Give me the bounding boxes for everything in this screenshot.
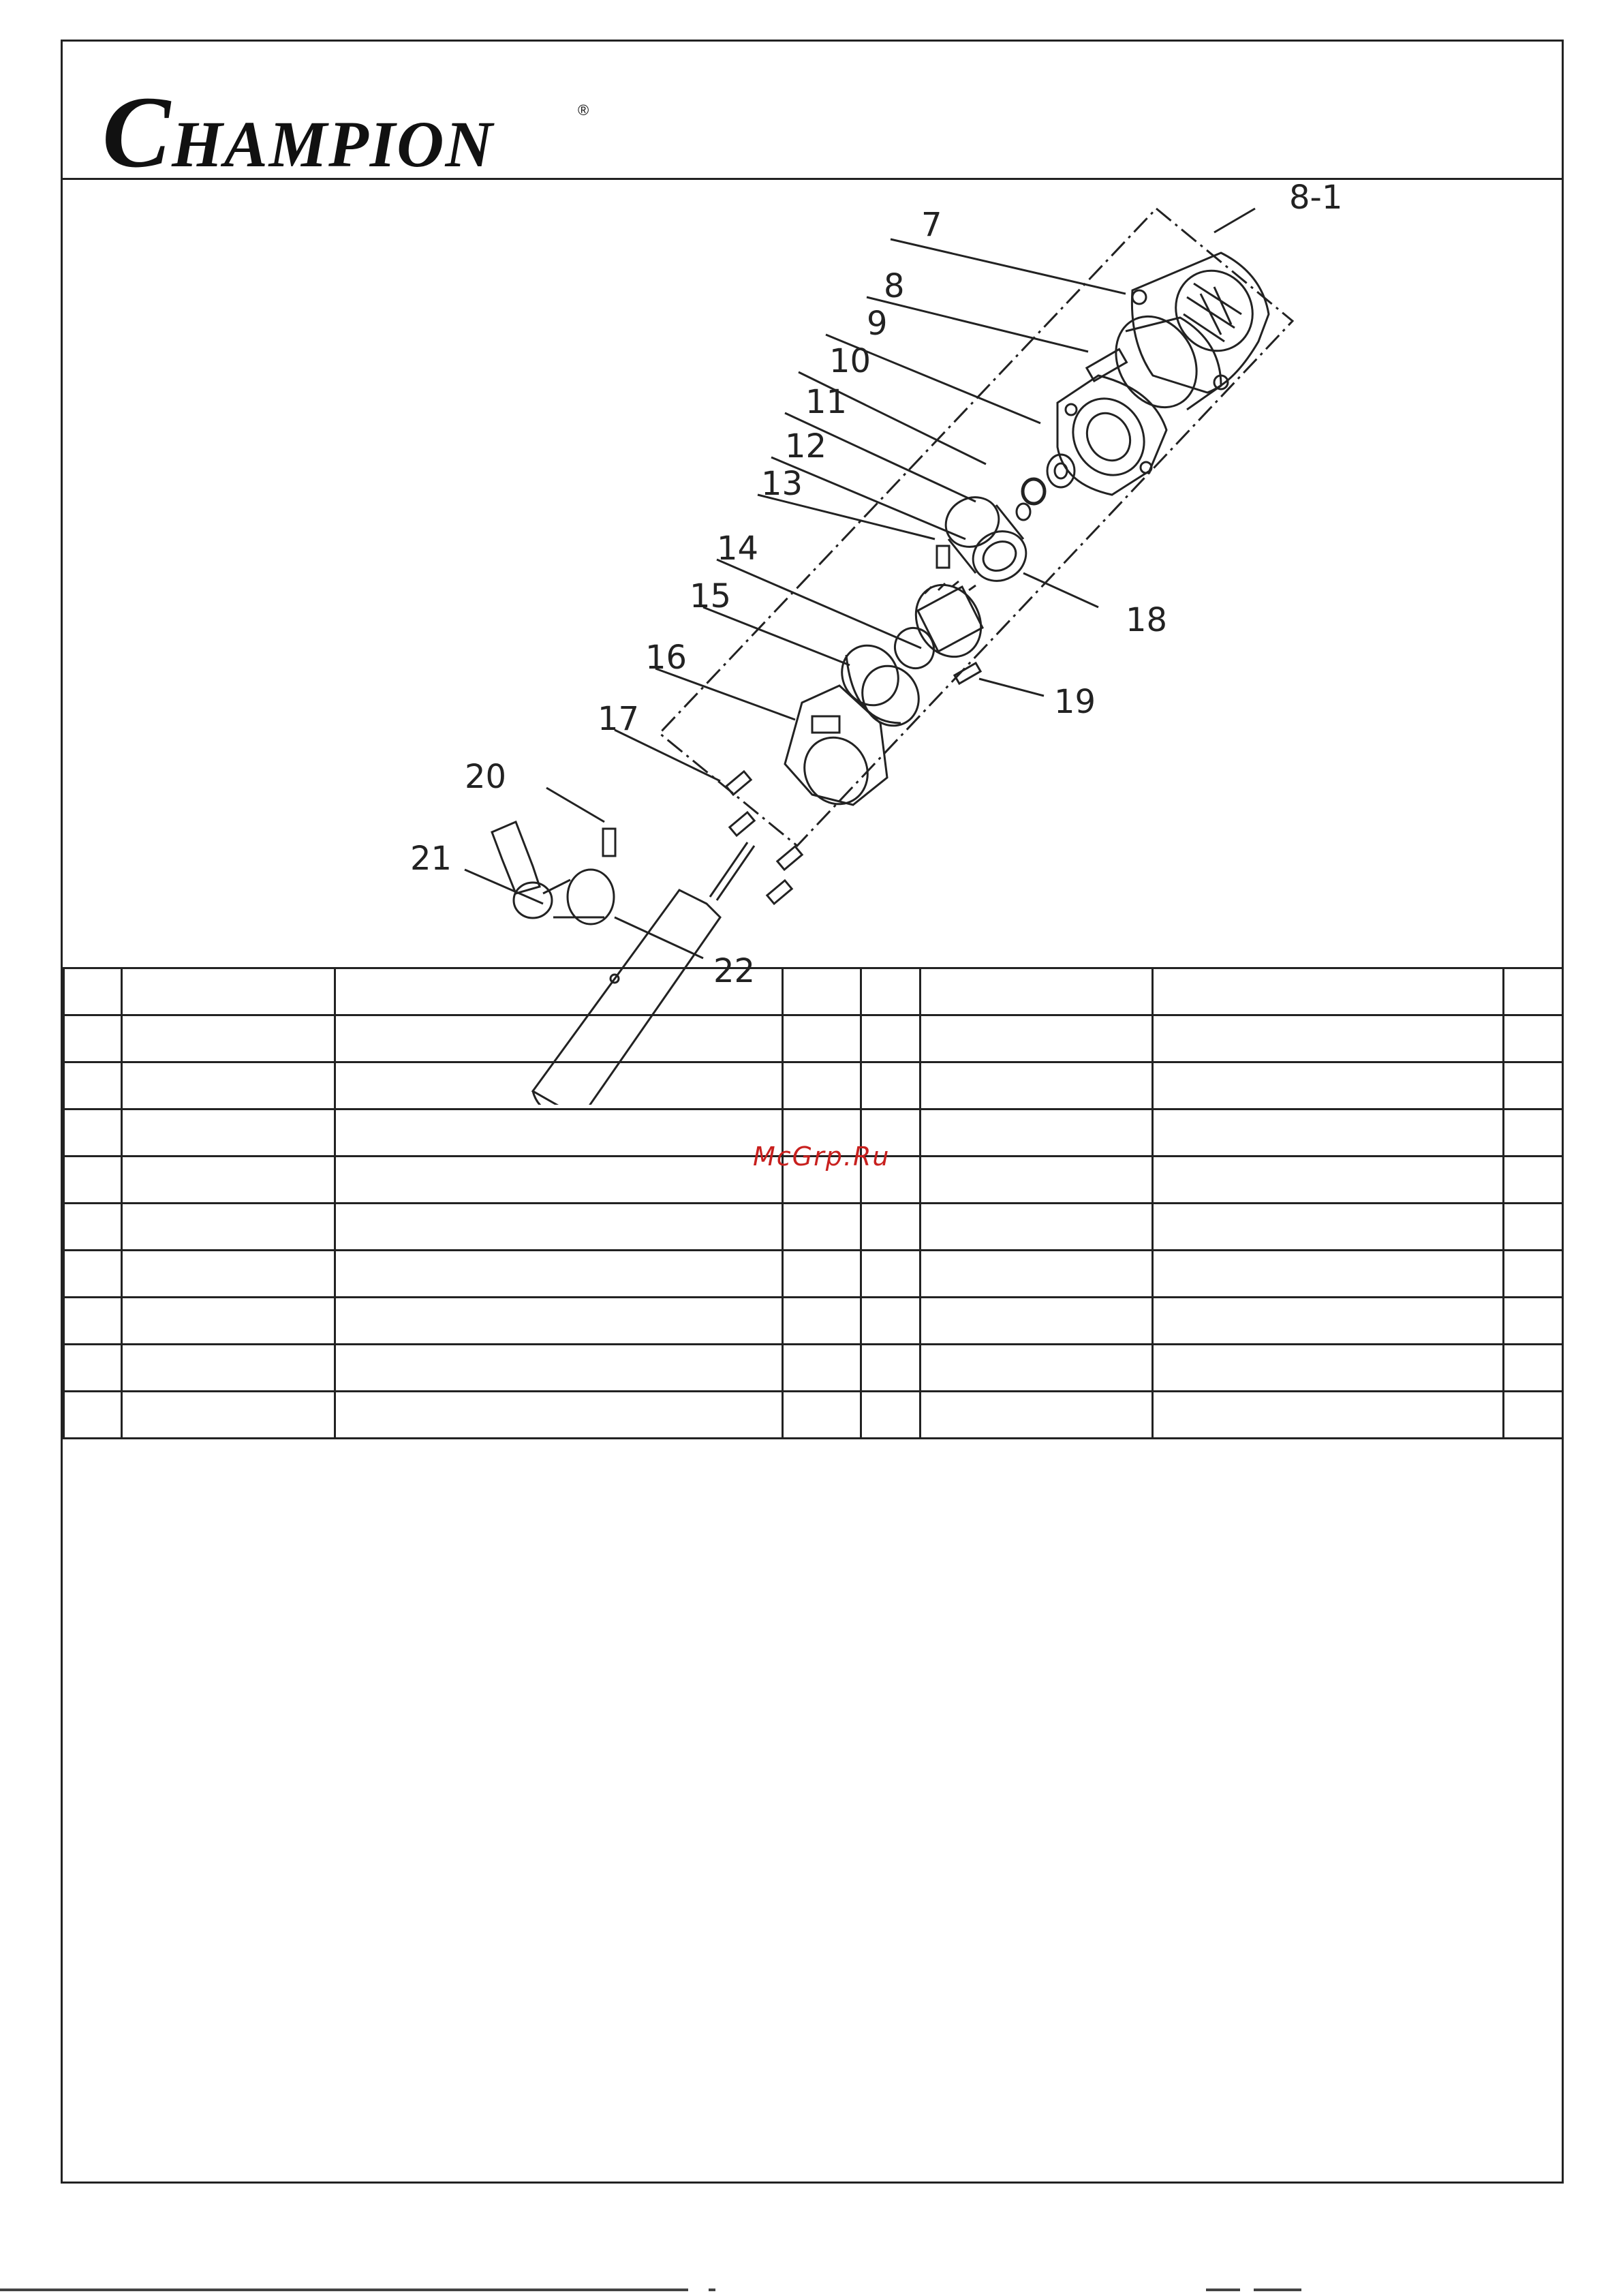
table-cell: [64, 968, 122, 1015]
exploded-parts-diagram: [63, 178, 1562, 1105]
table-cell: [1153, 1157, 1504, 1204]
callout-19: 19: [1054, 683, 1096, 721]
footer-rule-left: [0, 2289, 688, 2291]
part-12-washer: [1017, 504, 1030, 520]
table-cell: [921, 1345, 1153, 1392]
header: [63, 42, 1562, 189]
part-8-drum: [1087, 302, 1221, 422]
table-cell: [122, 1062, 335, 1109]
table-cell: [1504, 1015, 1563, 1062]
parts-table-body: [64, 968, 1563, 1439]
leader-7: [891, 239, 1126, 294]
leader-15: [703, 607, 850, 665]
table-cell: [1504, 1392, 1563, 1439]
table-cell: [783, 1345, 861, 1392]
logo-first-letter: C: [102, 76, 172, 189]
champion-logo: [95, 62, 589, 189]
table-cell: [64, 1062, 122, 1109]
table-cell: [64, 1015, 122, 1062]
table-cell: [122, 1157, 335, 1204]
table-cell: [64, 1345, 122, 1392]
table-cell: [783, 1392, 861, 1439]
table-cell: [1153, 968, 1504, 1015]
table-cell: [1504, 1345, 1563, 1392]
table-cell: [861, 1062, 921, 1109]
watermark-text: McGrp.Ru: [753, 1142, 891, 1172]
table-cell: [921, 1062, 1153, 1109]
part-19-screw: [955, 663, 980, 684]
leader-20: [546, 788, 604, 822]
table-cell: [1504, 1109, 1563, 1157]
table-row: [64, 1345, 1563, 1392]
table-row: [64, 1204, 1563, 1251]
table-cell: [335, 1062, 783, 1109]
table-cell: [783, 1015, 861, 1062]
leader-19: [979, 679, 1044, 696]
table-cell: [861, 1251, 921, 1298]
table-row: [64, 1392, 1563, 1439]
callout-8: 8: [884, 267, 905, 305]
table-cell: [1504, 1298, 1563, 1345]
callout-21: 21: [410, 840, 452, 878]
table-cell: [335, 1345, 783, 1392]
table-cell: [64, 1109, 122, 1157]
table-cell: [1153, 1392, 1504, 1439]
callout-11: 11: [805, 383, 848, 421]
callout-20: 20: [465, 758, 507, 796]
table-cell: [1153, 1298, 1504, 1345]
page-frame: [61, 40, 1564, 2184]
table-cell: [921, 1251, 1153, 1298]
table-cell: [861, 1392, 921, 1439]
callout-13: 13: [761, 465, 803, 503]
table-cell: [783, 1204, 861, 1251]
table-cell: [335, 1204, 783, 1251]
parts-table: [63, 967, 1564, 1439]
callout-9: 9: [867, 305, 888, 343]
callout-12: 12: [785, 427, 827, 465]
table-cell: [1153, 1015, 1504, 1062]
table-cell: [122, 1109, 335, 1157]
callout-8-1: 8-1: [1289, 179, 1343, 217]
table-cell: [861, 1204, 921, 1251]
table-cell: [783, 1251, 861, 1298]
table-cell: [861, 1298, 921, 1345]
callout-16: 16: [645, 639, 687, 677]
callout-17: 17: [598, 700, 640, 738]
part-14-gear-shaft: [888, 546, 994, 675]
leader-18: [1023, 573, 1098, 607]
table-cell: [64, 1392, 122, 1439]
table-cell: [921, 1298, 1153, 1345]
footer-mark-3: [1254, 2289, 1301, 2291]
table-cell: [1504, 1251, 1563, 1298]
table-cell: [122, 1298, 335, 1345]
table-cell: [64, 1157, 122, 1204]
table-row: [64, 1251, 1563, 1298]
part-7-cover: [1132, 253, 1269, 393]
table-cell: [335, 1015, 783, 1062]
table-cell: [1153, 1204, 1504, 1251]
table-cell: [335, 1298, 783, 1345]
table-cell: [1153, 1345, 1504, 1392]
callout-18: 18: [1126, 601, 1168, 639]
table-cell: [335, 1109, 783, 1157]
callout-14: 14: [717, 530, 759, 568]
table-row: [64, 1062, 1563, 1109]
leader-8-1: [1214, 209, 1255, 232]
table-cell: [122, 1204, 335, 1251]
table-row: [64, 1015, 1563, 1062]
table-cell: [1153, 1109, 1504, 1157]
callout-7: 7: [921, 206, 942, 244]
table-cell: [783, 1298, 861, 1345]
table-cell: [921, 1157, 1153, 1204]
table-cell: [64, 1204, 122, 1251]
callout-15: 15: [690, 577, 732, 615]
table-cell: [122, 1345, 335, 1392]
registered-mark: ®: [578, 102, 589, 119]
footer-mark-2: [1206, 2289, 1240, 2291]
logo-rest: HAMPION: [172, 108, 494, 181]
table-cell: [921, 1204, 1153, 1251]
table-cell: [335, 1251, 783, 1298]
part-20-bolt: [603, 829, 615, 856]
table-cell: [1504, 968, 1563, 1015]
table-cell: [335, 1157, 783, 1204]
table-cell: [64, 1298, 122, 1345]
part-17-bolts: [726, 771, 802, 904]
table-cell: [122, 1251, 335, 1298]
part-11-ring: [1023, 479, 1045, 504]
table-cell: [921, 1015, 1153, 1062]
footer-mark-1: [709, 2289, 715, 2291]
table-row: [64, 1298, 1563, 1345]
callout-10: 10: [829, 342, 871, 380]
table-cell: [861, 1015, 921, 1062]
callout-22: 22: [713, 952, 756, 990]
logo-text: [102, 76, 494, 189]
table-cell: [122, 1392, 335, 1439]
table-cell: [921, 968, 1153, 1015]
leader-14: [717, 560, 921, 648]
table-cell: [783, 968, 861, 1015]
table-cell: [1153, 1251, 1504, 1298]
table-cell: [122, 968, 335, 1015]
table-cell: [783, 1062, 861, 1109]
diagram-svg: [63, 178, 1562, 1105]
table-cell: [1153, 1062, 1504, 1109]
table-cell: [335, 968, 783, 1015]
table-cell: [1504, 1157, 1563, 1204]
table-cell: [861, 1345, 921, 1392]
part-13-collar: [937, 488, 1035, 591]
table-cell: [921, 1109, 1153, 1157]
leader-22: [615, 917, 703, 958]
table-cell: [64, 1251, 122, 1298]
table-cell: [335, 1392, 783, 1439]
leader-21: [465, 870, 543, 904]
table-cell: [861, 968, 921, 1015]
table-cell: [921, 1392, 1153, 1439]
table-cell: [1504, 1062, 1563, 1109]
leader-8: [867, 297, 1088, 352]
table-cell: [122, 1015, 335, 1062]
part-21-tube-clamp: [492, 822, 614, 924]
table-cell: [1504, 1204, 1563, 1251]
table-row: [64, 968, 1563, 1015]
